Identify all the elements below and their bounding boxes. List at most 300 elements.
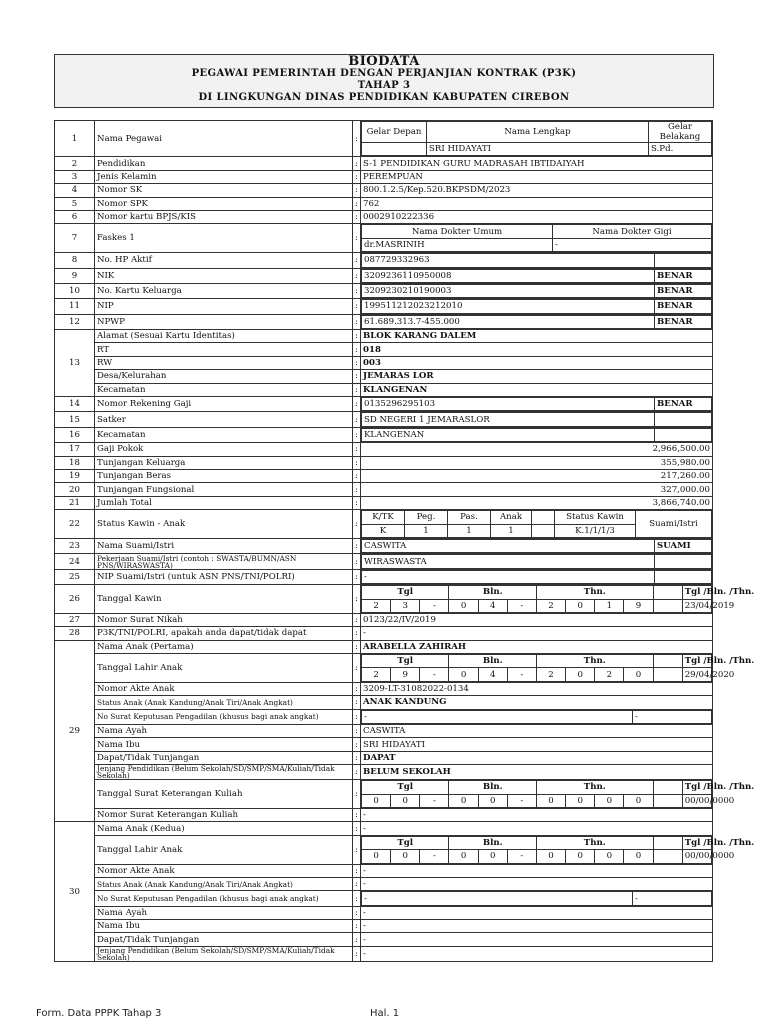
name-col-header: Gelar Depan bbox=[362, 122, 427, 143]
anak1-row-8 bbox=[55, 765, 713, 780]
date-digit: 0 bbox=[391, 794, 420, 807]
field-label: Status Anak (Anak Kandung/Anak Tiri/Anak Angkat) bbox=[95, 877, 353, 890]
date-digit: - bbox=[507, 599, 536, 612]
row-number: 13 bbox=[55, 330, 95, 397]
field-label: Nama Ayah bbox=[95, 906, 353, 919]
row-number: 16 bbox=[55, 427, 95, 442]
field-value: ANAK KANDUNG bbox=[361, 696, 713, 709]
field-value: - bbox=[361, 920, 713, 933]
anak1-row-5 bbox=[55, 725, 713, 738]
colon-separator: : bbox=[353, 356, 361, 369]
date-header-cell: Bln. bbox=[449, 781, 536, 794]
row-number: 30 bbox=[55, 822, 95, 962]
field-value-text: SD NEGERI 1 JEMARASLOR bbox=[362, 413, 655, 426]
field-value: PEREMPUAN bbox=[361, 170, 713, 183]
date-digit: 4 bbox=[478, 668, 507, 681]
date-header-cell bbox=[653, 655, 682, 668]
date-digit: 1 bbox=[595, 599, 624, 612]
date-digit: 0 bbox=[362, 794, 391, 807]
field-value: - bbox=[361, 822, 713, 835]
row-number: 1 bbox=[55, 121, 95, 157]
row-2 bbox=[55, 157, 713, 170]
row-number: 5 bbox=[55, 197, 95, 210]
date-digit: 0 bbox=[362, 850, 391, 863]
field-value: SRI HIDAYATI bbox=[361, 738, 713, 751]
row-number: 20 bbox=[55, 483, 95, 496]
field-value-flag: SUAMI bbox=[655, 539, 712, 552]
field-label: No Surat Keputusan Pengadilan (khusus bagi anak angkat) bbox=[95, 891, 353, 906]
field-value: DAPAT bbox=[361, 751, 713, 764]
field-label: Nomor Surat Nikah bbox=[95, 613, 353, 626]
date-digit: 2 bbox=[362, 599, 391, 612]
field-label: No. HP Aktif bbox=[95, 253, 353, 268]
colon-separator: : bbox=[353, 654, 361, 683]
row-4 bbox=[55, 184, 713, 197]
field-label: Nama Ibu bbox=[95, 920, 353, 933]
date-digit: 2 bbox=[595, 668, 624, 681]
row-28 bbox=[55, 627, 713, 640]
field-value-text: 61.689.313.7-455.000 bbox=[362, 315, 655, 328]
anak2-row-3 bbox=[55, 877, 713, 890]
field-value-text: 087729332963 bbox=[362, 254, 655, 267]
row-number: 2 bbox=[55, 157, 95, 170]
field-value: 0002910222336 bbox=[361, 210, 713, 223]
field-value-text: 3209230210190003 bbox=[362, 284, 655, 297]
colon-separator: : bbox=[353, 412, 361, 427]
date-header-cell: Thn. bbox=[536, 836, 653, 849]
date-digit: 0 bbox=[595, 794, 624, 807]
colon-separator: : bbox=[353, 765, 361, 780]
date-header-cell: Tgl /Bln. /Thn. bbox=[682, 586, 711, 599]
anak2-row-1 bbox=[55, 835, 713, 864]
colon-separator: : bbox=[353, 224, 361, 253]
field-label: Nomor kartu BPJS/KIS bbox=[95, 210, 353, 223]
row-address-2 bbox=[55, 356, 713, 369]
row-8 bbox=[55, 253, 713, 268]
field-label: RT bbox=[95, 343, 353, 356]
date-digit: 2 bbox=[536, 599, 565, 612]
field-value: - bbox=[361, 906, 713, 919]
field-label: Tunjangan Beras bbox=[95, 469, 353, 482]
row-number: 6 bbox=[55, 210, 95, 223]
date-digit: 0 bbox=[595, 850, 624, 863]
anak1-row-3 bbox=[55, 696, 713, 709]
colon-separator: : bbox=[353, 640, 361, 653]
field-label: Nomor Akte Anak bbox=[95, 682, 353, 695]
field-label: Tunjangan Fungsional bbox=[95, 483, 353, 496]
anak2-row-4 bbox=[55, 891, 713, 906]
colon-separator: : bbox=[353, 613, 361, 626]
name-col-header: Nama Lengkap bbox=[427, 122, 649, 143]
field-value-flag: BENAR bbox=[655, 315, 712, 328]
colon-separator: : bbox=[353, 121, 361, 157]
kawin-value bbox=[361, 510, 713, 539]
row-number: 14 bbox=[55, 397, 95, 412]
colon-separator: : bbox=[353, 569, 361, 584]
field-value: 0123/22/IV/2019 bbox=[361, 613, 713, 626]
putusan-text: - bbox=[362, 710, 633, 723]
field-value bbox=[361, 253, 713, 268]
anak2-row-7 bbox=[55, 933, 713, 946]
field-label: Tanggal Lahir Anak bbox=[95, 654, 353, 683]
kawin-header: Anak bbox=[491, 511, 532, 524]
field-label: NPWP bbox=[95, 314, 353, 329]
row-number: 11 bbox=[55, 299, 95, 314]
colon-separator: : bbox=[353, 170, 361, 183]
field-label: Tanggal Kawin bbox=[95, 585, 353, 614]
field-label: Nama Ayah bbox=[95, 725, 353, 738]
field-label: Pendidikan bbox=[95, 157, 353, 170]
kawin-value-cell: 1 bbox=[491, 524, 532, 537]
putusan-value bbox=[361, 891, 713, 906]
field-label: Jenjang Pendidikan (Belum Sekolah/SD/SMP/SMA/Kuliah/Tidak Sekolah) bbox=[95, 946, 353, 961]
field-value: - bbox=[361, 864, 713, 877]
colon-separator: : bbox=[353, 554, 361, 569]
kawin-header: Suami/Istri bbox=[636, 511, 712, 538]
row-number: 10 bbox=[55, 283, 95, 298]
field-value: - bbox=[361, 946, 713, 961]
row-address-0 bbox=[55, 330, 713, 343]
kawin-value-cell: 1 bbox=[405, 524, 448, 537]
colon-separator: : bbox=[353, 210, 361, 223]
row-15 bbox=[55, 412, 713, 427]
field-label: Faskes 1 bbox=[95, 224, 353, 253]
field-label: Tanggal Surat Keterangan Kuliah bbox=[95, 780, 353, 809]
colon-separator: : bbox=[353, 184, 361, 197]
faskes-col-value: - bbox=[553, 238, 712, 251]
date-header-cell bbox=[653, 586, 682, 599]
field-value-flag bbox=[655, 254, 712, 267]
row-number: 27 bbox=[55, 613, 95, 626]
colon-separator: : bbox=[353, 253, 361, 268]
field-value-text: CASWITA bbox=[362, 539, 655, 552]
field-label: Satker bbox=[95, 412, 353, 427]
field-value-flag bbox=[655, 570, 712, 583]
field-label: No. Kartu Keluarga bbox=[95, 283, 353, 298]
field-label: Status Anak (Anak Kandung/Anak Tiri/Anak Angkat) bbox=[95, 696, 353, 709]
field-label: Status Kawin - Anak bbox=[95, 510, 353, 539]
field-value-flag bbox=[655, 428, 712, 441]
field-value-flag: BENAR bbox=[655, 300, 712, 313]
field-label: Nomor Surat Keterangan Kuliah bbox=[95, 808, 353, 821]
row-18 bbox=[55, 456, 713, 469]
colon-separator: : bbox=[353, 283, 361, 298]
date-blank bbox=[653, 599, 682, 612]
date-full: 29/04/2020 bbox=[682, 668, 711, 681]
date-digit: - bbox=[507, 850, 536, 863]
date-header-cell: Bln. bbox=[449, 586, 536, 599]
faskes-col-header: Nama Dokter Gigi bbox=[553, 225, 712, 238]
colon-separator: : bbox=[353, 370, 361, 383]
date-header-cell: Tgl /Bln. /Thn. bbox=[682, 655, 711, 668]
colon-separator: : bbox=[353, 456, 361, 469]
date-header-cell bbox=[653, 781, 682, 794]
anak2-row-2 bbox=[55, 864, 713, 877]
field-value-text: 199511212023212010 bbox=[362, 300, 655, 313]
anak2-row-0 bbox=[55, 822, 713, 835]
putusan-text: - bbox=[362, 892, 633, 905]
colon-separator: : bbox=[353, 780, 361, 809]
row-3 bbox=[55, 170, 713, 183]
date-digit: - bbox=[507, 794, 536, 807]
anak-date-value bbox=[361, 780, 755, 809]
date-header-cell: Thn. bbox=[536, 781, 653, 794]
row-27 bbox=[55, 613, 713, 626]
field-value-flag: BENAR bbox=[655, 284, 712, 297]
colon-separator: : bbox=[353, 427, 361, 442]
field-value-text: 3209236110950008 bbox=[362, 269, 655, 282]
row-address-3 bbox=[55, 370, 713, 383]
colon-separator: : bbox=[353, 864, 361, 877]
field-value bbox=[361, 554, 713, 569]
money-value: 217,260.00 bbox=[361, 469, 713, 482]
row-25 bbox=[55, 569, 713, 584]
field-label: Kecamatan bbox=[95, 383, 353, 396]
row-number: 25 bbox=[55, 569, 95, 584]
date-digit: 0 bbox=[624, 850, 653, 863]
kawin-value-cell: K.1/1/1/3 bbox=[555, 524, 636, 537]
faskes-value bbox=[361, 224, 713, 253]
putusan-text-2: - bbox=[633, 892, 712, 905]
date-digit: - bbox=[420, 850, 449, 863]
field-value: JEMARAS LOR bbox=[361, 370, 713, 383]
row-21 bbox=[55, 496, 713, 509]
field-label: Nama Pegawai bbox=[95, 121, 353, 157]
field-value: - bbox=[361, 933, 713, 946]
colon-separator: : bbox=[353, 933, 361, 946]
row-number: 28 bbox=[55, 627, 95, 640]
anak1-row-4 bbox=[55, 709, 713, 724]
colon-separator: : bbox=[353, 157, 361, 170]
field-value-flag bbox=[655, 555, 712, 568]
date-digit: 9 bbox=[624, 599, 653, 612]
anak1-row-0 bbox=[55, 640, 713, 653]
field-label: Desa/Kelurahan bbox=[95, 370, 353, 383]
biodata-form-table bbox=[54, 120, 755, 962]
field-value: 018 bbox=[361, 343, 713, 356]
field-label: NIP bbox=[95, 299, 353, 314]
row-number: 7 bbox=[55, 224, 95, 253]
field-label: NIP Suami/Istri (untuk ASN PNS/TNI/POLRI) bbox=[95, 569, 353, 584]
field-value bbox=[361, 314, 713, 329]
date-digit: 0 bbox=[536, 794, 565, 807]
field-value: 3209-LT-31082022-0134 bbox=[361, 682, 713, 695]
field-value bbox=[361, 412, 713, 427]
row-11 bbox=[55, 299, 713, 314]
row-16 bbox=[55, 427, 713, 442]
kawin-header: K/TK bbox=[362, 511, 405, 524]
kawin-value-cell bbox=[532, 524, 555, 537]
date-header-cell: Bln. bbox=[449, 836, 536, 849]
colon-separator: : bbox=[353, 906, 361, 919]
colon-separator: : bbox=[353, 443, 361, 456]
field-label: Nomor Akte Anak bbox=[95, 864, 353, 877]
document-header bbox=[54, 54, 714, 108]
field-value-text: KLANGENAN bbox=[362, 428, 655, 441]
colon-separator: : bbox=[353, 891, 361, 906]
date-full: 00/00/0000 bbox=[682, 850, 711, 863]
anak2-row-8 bbox=[55, 946, 713, 961]
colon-separator: : bbox=[353, 751, 361, 764]
row-number: 4 bbox=[55, 184, 95, 197]
colon-separator: : bbox=[353, 496, 361, 509]
field-label: Alamat (Sesuai Kartu Identitas) bbox=[95, 330, 353, 343]
anak-date-value bbox=[361, 835, 755, 864]
date-header-cell: Bln. bbox=[449, 655, 536, 668]
faskes-col-header: Nama Dokter Umum bbox=[362, 225, 553, 238]
row-17 bbox=[55, 443, 713, 456]
date-blank bbox=[653, 850, 682, 863]
field-label: Tunjangan Keluarga bbox=[95, 456, 353, 469]
row-number: 26 bbox=[55, 585, 95, 614]
anak1-row-2 bbox=[55, 682, 713, 695]
putusan-text-2: - bbox=[633, 710, 712, 723]
date-header-cell: Tgl bbox=[362, 655, 449, 668]
row-number: 9 bbox=[55, 268, 95, 283]
doc-subtitle-3: DI LINGKUNGAN DINAS PENDIDIKAN KABUPATEN CIREBON bbox=[198, 92, 570, 103]
field-label: Nama Ibu bbox=[95, 738, 353, 751]
field-value bbox=[361, 299, 713, 314]
colon-separator: : bbox=[353, 725, 361, 738]
footer-form-label: Form. Data PPPK Tahap 3 bbox=[36, 1008, 162, 1019]
field-value-flag: BENAR bbox=[655, 398, 712, 411]
colon-separator: : bbox=[353, 877, 361, 890]
field-value bbox=[361, 268, 713, 283]
date-digit: 0 bbox=[391, 850, 420, 863]
row-faskes bbox=[55, 224, 713, 253]
field-value: - bbox=[361, 808, 713, 821]
colon-separator: : bbox=[353, 538, 361, 553]
field-value-text: - bbox=[362, 570, 655, 583]
colon-separator: : bbox=[353, 314, 361, 329]
date-digit: - bbox=[420, 794, 449, 807]
field-value: 003 bbox=[361, 356, 713, 369]
row-19 bbox=[55, 469, 713, 482]
row-number: 29 bbox=[55, 640, 95, 822]
field-value-flag bbox=[655, 413, 712, 426]
field-label: Jenis Kelamin bbox=[95, 170, 353, 183]
field-value bbox=[361, 397, 713, 412]
name-col-header: Gelar Belakang bbox=[649, 122, 712, 143]
field-label: Dapat/Tidak Tunjangan bbox=[95, 751, 353, 764]
date-header-cell: Tgl bbox=[362, 836, 449, 849]
date-full: 23/04/2019 bbox=[682, 599, 711, 612]
date-digit: 2 bbox=[536, 668, 565, 681]
field-label: Nomor Rekening Gaji bbox=[95, 397, 353, 412]
row-number: 22 bbox=[55, 510, 95, 539]
colon-separator: : bbox=[353, 709, 361, 724]
colon-separator: : bbox=[353, 738, 361, 751]
row-5 bbox=[55, 197, 713, 210]
row-10 bbox=[55, 283, 713, 298]
row-address-4 bbox=[55, 383, 713, 396]
field-label: Nama Anak (Kedua) bbox=[95, 822, 353, 835]
date-header-cell: Thn. bbox=[536, 586, 653, 599]
anak1-row-6 bbox=[55, 738, 713, 751]
date-digit: 0 bbox=[449, 794, 478, 807]
colon-separator: : bbox=[353, 822, 361, 835]
anak1-row-7 bbox=[55, 751, 713, 764]
date-header-cell bbox=[653, 836, 682, 849]
kawin-header: Peg. bbox=[405, 511, 448, 524]
field-label: NIK bbox=[95, 268, 353, 283]
date-digit: 0 bbox=[624, 794, 653, 807]
name-col-value: SRI HIDAYATI bbox=[427, 143, 649, 156]
field-value: - bbox=[361, 627, 713, 640]
name-col-value bbox=[362, 143, 427, 156]
row-9 bbox=[55, 268, 713, 283]
field-label: Gaji Pokok bbox=[95, 443, 353, 456]
tanggal-kawin-value bbox=[361, 585, 755, 614]
row-24 bbox=[55, 554, 713, 569]
row-number: 19 bbox=[55, 469, 95, 482]
field-label: No Surat Keputusan Pengadilan (khusus bagi anak angkat) bbox=[95, 709, 353, 724]
date-header-cell: Tgl /Bln. /Thn. bbox=[682, 781, 711, 794]
anak1-row-9 bbox=[55, 780, 713, 809]
date-digit: 2 bbox=[362, 668, 391, 681]
date-digit: 0 bbox=[449, 599, 478, 612]
date-digit: 0 bbox=[449, 850, 478, 863]
row-number: 21 bbox=[55, 496, 95, 509]
row-12 bbox=[55, 314, 713, 329]
colon-separator: : bbox=[353, 627, 361, 640]
row-number: 8 bbox=[55, 253, 95, 268]
row-number: 3 bbox=[55, 170, 95, 183]
date-digit: 3 bbox=[391, 599, 420, 612]
field-value-text: 0135296295103 bbox=[362, 398, 655, 411]
date-digit: 0 bbox=[624, 668, 653, 681]
date-digit: 0 bbox=[566, 794, 595, 807]
date-digit: 0 bbox=[478, 850, 507, 863]
colon-separator: : bbox=[353, 383, 361, 396]
field-value-text: WIRASWASTA bbox=[362, 555, 655, 568]
row-number: 23 bbox=[55, 538, 95, 553]
row-number: 15 bbox=[55, 412, 95, 427]
field-label: Dapat/Tidak Tunjangan bbox=[95, 933, 353, 946]
row-14 bbox=[55, 397, 713, 412]
date-blank bbox=[653, 794, 682, 807]
field-value: 762 bbox=[361, 197, 713, 210]
money-value: 327,000.00 bbox=[361, 483, 713, 496]
money-value: 3,866,740.00 bbox=[361, 496, 713, 509]
date-digit: 0 bbox=[478, 794, 507, 807]
row-number: 12 bbox=[55, 314, 95, 329]
field-value: ARABELLA ZAHIRAH bbox=[361, 640, 713, 653]
name-value bbox=[361, 121, 713, 157]
colon-separator: : bbox=[353, 946, 361, 961]
row-number: 24 bbox=[55, 554, 95, 569]
colon-separator: : bbox=[353, 268, 361, 283]
colon-separator: : bbox=[353, 197, 361, 210]
row-20 bbox=[55, 483, 713, 496]
date-header-cell: Tgl bbox=[362, 781, 449, 794]
field-label: Nomor SPK bbox=[95, 197, 353, 210]
anak2-row-6 bbox=[55, 920, 713, 933]
date-digit: 0 bbox=[566, 599, 595, 612]
date-digit: 0 bbox=[566, 850, 595, 863]
colon-separator: : bbox=[353, 397, 361, 412]
colon-separator: : bbox=[353, 920, 361, 933]
date-digit: 0 bbox=[536, 850, 565, 863]
anak2-row-5 bbox=[55, 906, 713, 919]
colon-separator: : bbox=[353, 483, 361, 496]
field-value: - bbox=[361, 877, 713, 890]
date-digit: - bbox=[507, 668, 536, 681]
field-value: S-1 PENDIDIKAN GURU MADRASAH IBTIDAIYAH bbox=[361, 157, 713, 170]
field-label: Jenjang Pendidikan (Belum Sekolah/SD/SMP/SMA/Kuliah/Tidak Sekolah) bbox=[95, 765, 353, 780]
field-value bbox=[361, 569, 713, 584]
colon-separator: : bbox=[353, 299, 361, 314]
